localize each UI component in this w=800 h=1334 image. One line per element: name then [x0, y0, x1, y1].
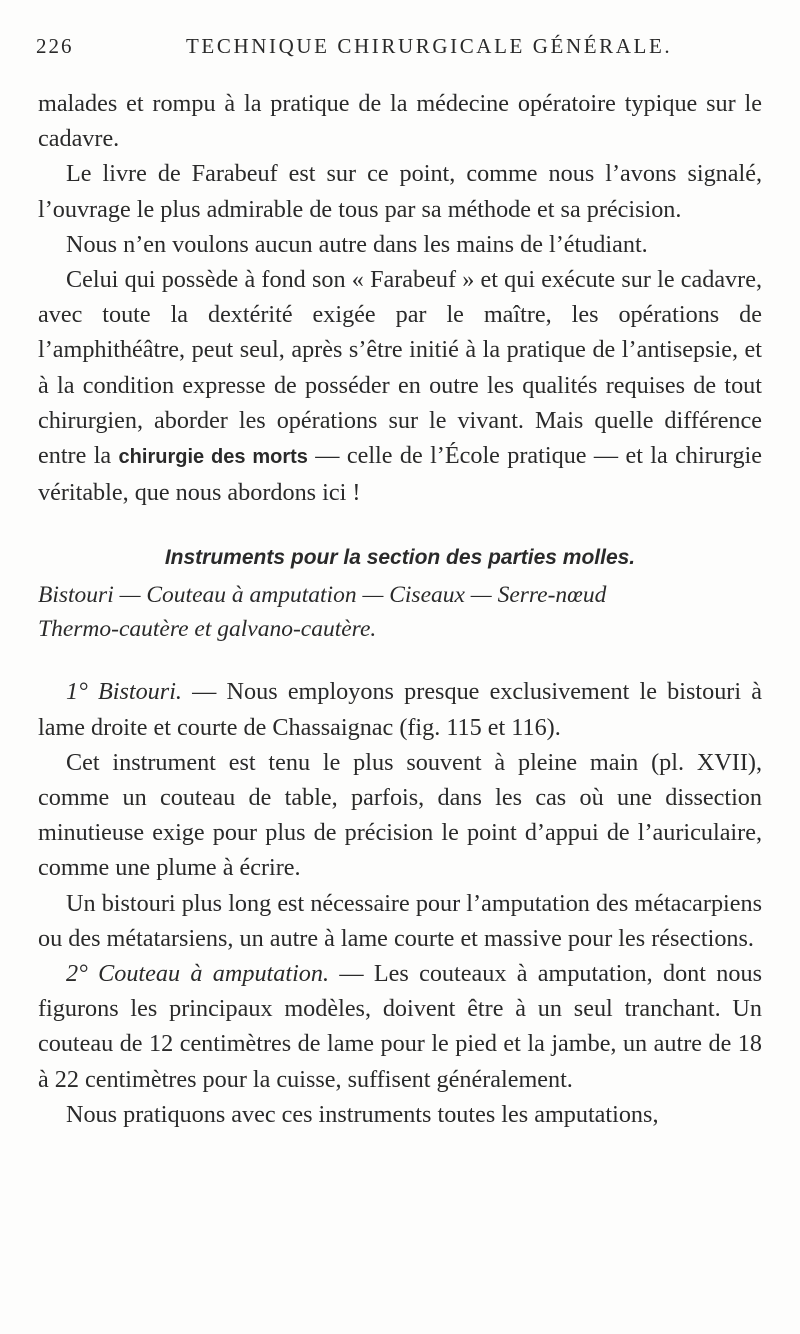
paragraph-student: Nous n’en voulons aucun autre dans les mains de l’étudiant. — [66, 230, 648, 258]
section-subtitle-line2: Thermo-cautère et galvano-cautère. — [38, 616, 377, 643]
paragraph-grip: Cet instrument est tenu le plus souvent à pleine main (pl. XVII), comme un couteau de table, parfois, dans les cas où une dissection minutieuse exige pour plus de précision le point d’appui de l’auriculaire, comme une plume à écrire. — [38, 748, 762, 882]
paragraph-dexterity-text-a: Celui qui possède à fond son « Farabeuf » et qui exécute sur le cadavre, avec toute la dextérité exigée par le maître, les opérations de l’amphithéâtre, peut seul, après s’être initié à la pratique de l’antisepsie, et à la condition expresse de posséder en outre les qualités requises de tout chirurgien, aborder les opérations sur le vivant. Mais quelle différence entre la — [38, 266, 762, 470]
running-title: TECHNIQUE CHIRURGICALE GÉNÉRALE. — [186, 34, 673, 58]
bistouri-label: 1° Bistouri. — [66, 678, 182, 706]
chirurgie-des-morts-emphasis: chirurgie des morts — [118, 446, 308, 469]
paragraph-bistouri — [38, 674, 762, 744]
bistouri-text: — Nous employons presque exclusivement le bistouri à lame droite et courte de Chassaignac (fig. 115 et 116). — [38, 678, 762, 741]
running-head — [36, 34, 770, 64]
paragraph-amputations: Nous pratiquons avec ces instruments toutes les amputations, — [66, 1100, 659, 1128]
page-number: 226 — [36, 34, 74, 58]
paragraph-continuation: malades et rompu à la pratique de la médecine opératoire typique sur le cadavre. — [38, 90, 762, 153]
page-body — [38, 86, 762, 1132]
paragraph-couteau — [38, 956, 762, 1097]
couteau-label: 2° Couteau à amputation. — [66, 960, 330, 988]
paragraph-dexterity — [38, 262, 762, 510]
paragraph-dexterity-text-b: — celle de l’École pratique — et la chirurgie véritable, que nous abordons ici ! — [38, 442, 762, 507]
paragraph-farabeuf: Le livre de Farabeuf est sur ce point, comme nous l’avons signalé, l’ouvrage le plus admirable de tous par sa méthode et sa précision. — [38, 160, 762, 223]
section-heading: Instruments pour la section des parties molles. — [164, 546, 636, 570]
section-subtitle-line1: Bistouri — Couteau à amputation — Ciseaux — Serre-nœud — [38, 582, 607, 609]
couteau-text: — Les couteaux à amputation, dont nous figurons les principaux modèles, doivent être à un seul tranchant. Un couteau de 12 centimètres de lame pour le pied et la jambe, un autre de 18 à 22 centimètres pour la cuisse, suffisent généralement. — [38, 960, 762, 1093]
paragraph-long-bistouri: Un bistouri plus long est nécessaire pour l’amputation des métacarpiens ou des métatarsiens, un autre à lame courte et massive pour les résections. — [38, 889, 762, 952]
